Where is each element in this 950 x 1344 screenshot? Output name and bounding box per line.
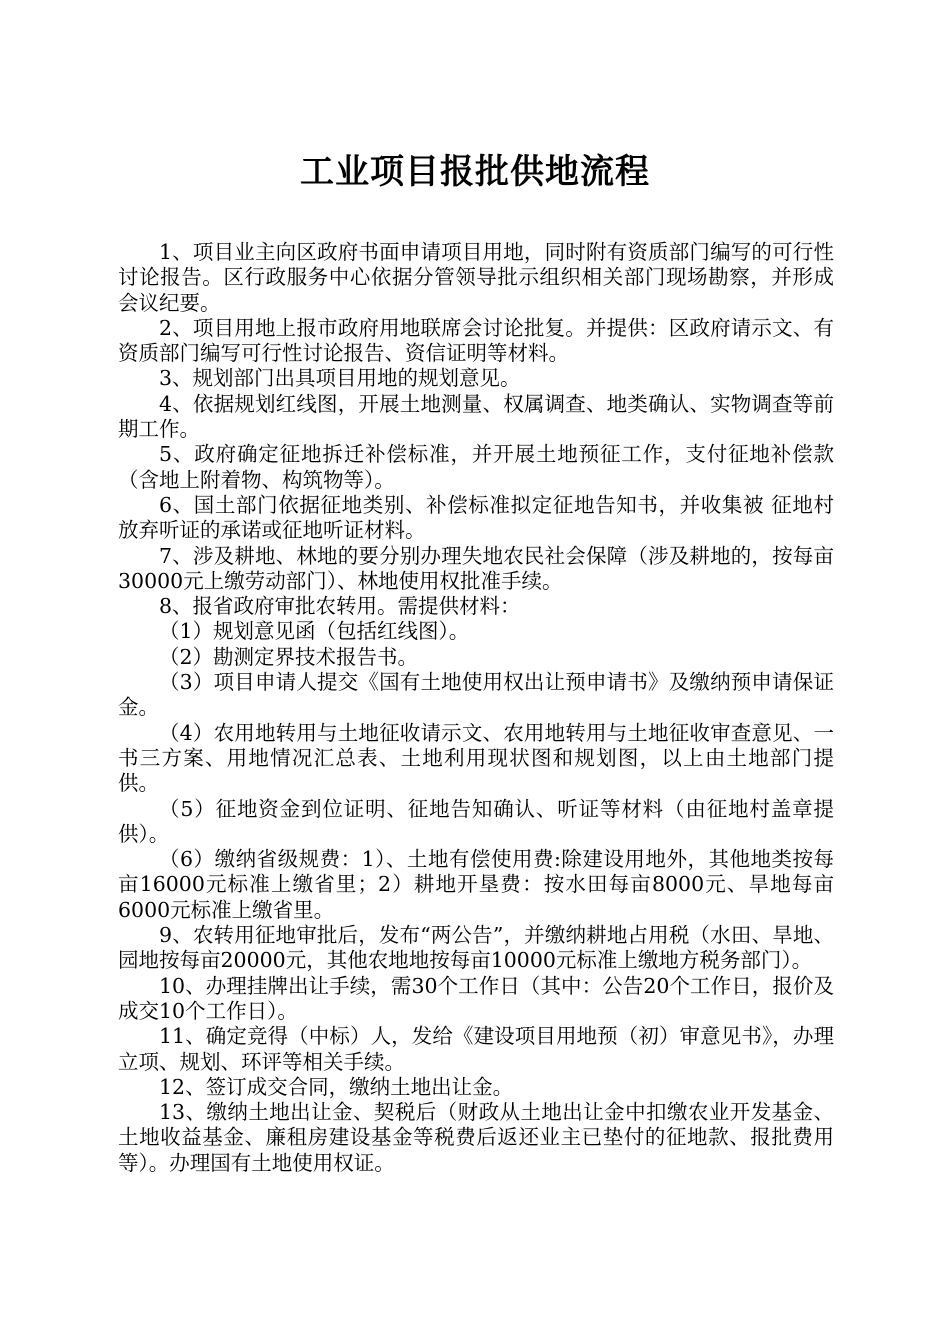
paragraph: 3、规划部门出具项目用地的规划意见。 xyxy=(159,366,521,391)
sub-paragraph: （5）征地资金到位证明、征地告知确认、听证等材料（由征地村盖章提供）。 xyxy=(118,796,834,846)
sub-paragraph: （3）项目申请人提交《国有土地使用权出让预申请书》及缴纳预申请保证金。 xyxy=(118,670,834,720)
paragraph: 12、签订成交合同，缴纳土地出让金。 xyxy=(159,1074,514,1099)
document-body xyxy=(118,240,834,1176)
sub-paragraph: （1）规划意见函（包括红线图）。 xyxy=(159,619,470,644)
paragraph: 13、缴纳土地出让金、契税后（财政从土地出让金中扣缴农业开发基金、土地收益基金、廉租房建设基金等税费后返还业主已垫付的征地款、报批费用等）。办理国有土地使用权证。 xyxy=(118,1100,834,1175)
sub-paragraph: （6）缴纳省级规费：1）、土地有偿使用费:除建设用地外，其他地类按每亩16000元标准上缴省里；2）耕地开垦费：按水田每亩8000元、旱地每亩6000元标准上缴省里。 xyxy=(118,847,834,922)
paragraph: 11、确定竞得（中标）人，发给《建设项目用地预（初）审意见书》，办理立项、规划、环评等相关手续。 xyxy=(118,1024,834,1074)
sub-paragraph: （2）勘测定界技术报告书。 xyxy=(159,644,419,669)
paragraph: 9、农转用征地审批后，发布“两公告”，并缴纳耕地占用税（水田、旱地、园地按每亩20000元，其他农地地按每亩10000元标准上缴地方税务部门）。 xyxy=(118,923,834,973)
sub-paragraph: （4）农用地转用与土地征收请示文、农用地转用与土地征收审查意见、一书三方案、用地情况汇总表、土地利用现状图和规划图，以上由土地部门提供。 xyxy=(118,720,834,796)
paragraph: 8、报省政府审批农转用。需提供材料： xyxy=(159,594,521,619)
document-title: 工业项目报批供地流程 xyxy=(300,152,650,192)
paragraph: 6、国土部门依据征地类别、补偿标准拟定征地告知书，并收集被 征地村放弃听证的承诺或征地听证材料。 xyxy=(118,492,834,543)
paragraph: 2、项目用地上报市政府用地联席会讨论批复。并提供：区政府请示文、有资质部门编写可行性讨论报告、资信证明等材料。 xyxy=(118,315,834,366)
paragraph: 7、涉及耕地、林地的要分别办理失地农民社会保障（涉及耕地的，按每亩30000元上缴劳动部门）、林地使用权批准手续。 xyxy=(118,543,834,593)
paragraph: 4、依据规划红线图，开展土地测量、权属调查、地类确认、实物调查等前期工作。 xyxy=(118,391,834,442)
paragraph: 10、办理挂牌出让手续，需30个工作日（其中：公告20个工作日，报价及成交10个工作日）。 xyxy=(118,973,834,1023)
paragraph: 1、项目业主向区政府书面申请项目用地，同时附有资质部门编写的可行性讨论报告。区行政服务中心依据分管领导批示组织相关部门现场勘察，并形成会议纪要。 xyxy=(118,240,834,315)
paragraph: 5、政府确定征地拆迁补偿标准，并开展土地预征工作，支付征地补偿款（含地上附着物、构筑物等）。 xyxy=(118,442,834,492)
